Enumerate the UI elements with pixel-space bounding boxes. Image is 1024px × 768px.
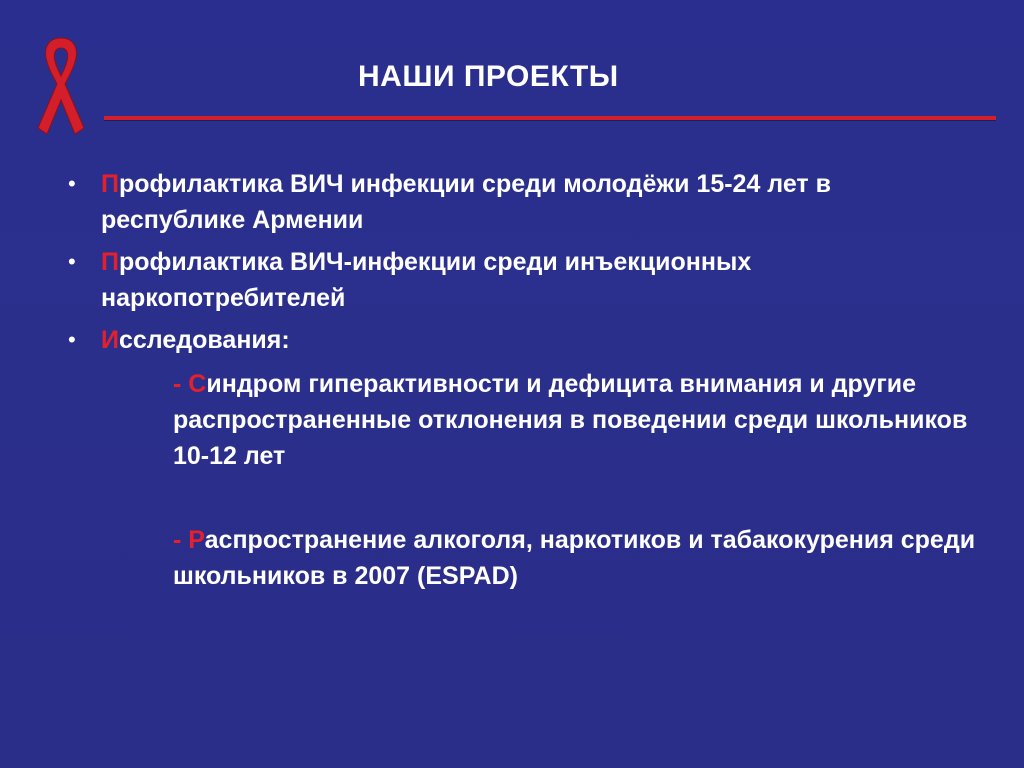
list-item [68,244,968,316]
item-text: рофилактика ВИЧ-инфекции среди инъекционных наркопотребителей [101,248,752,312]
item-text: сследования: [118,326,290,354]
research-subitem [173,522,993,594]
subitem-initial: Р [188,526,205,554]
item-initial: П [101,248,119,276]
subitem-dash: - [173,526,189,554]
bullet-marker: • [68,171,76,196]
title-divider [104,116,996,120]
item-initial: П [101,170,119,198]
research-subitem [173,366,993,474]
bullet-marker: • [68,327,76,352]
subitem-initial: С [188,370,207,398]
list-item [68,322,968,358]
project-list [68,166,968,364]
item-initial: И [101,326,119,354]
subitem-text: индром гиперактивности и дефицита внимания и другие распространенные отклонения в поведении среди школьников 10-12 лет [173,370,968,470]
slide-title: НАШИ ПРОЕКТЫ [358,60,619,93]
bullet-marker: • [68,249,76,274]
item-text: рофилактика ВИЧ инфекции среди молодёжи 15-24 лет в республике Армении [101,170,831,234]
subitem-dash: - [173,370,189,398]
red-awareness-ribbon-icon [32,34,90,138]
list-item [68,166,968,238]
subitem-text: аспространение алкоголя, наркотиков и табакокурения среди школьников в 2007 (ESPAD) [173,526,976,590]
